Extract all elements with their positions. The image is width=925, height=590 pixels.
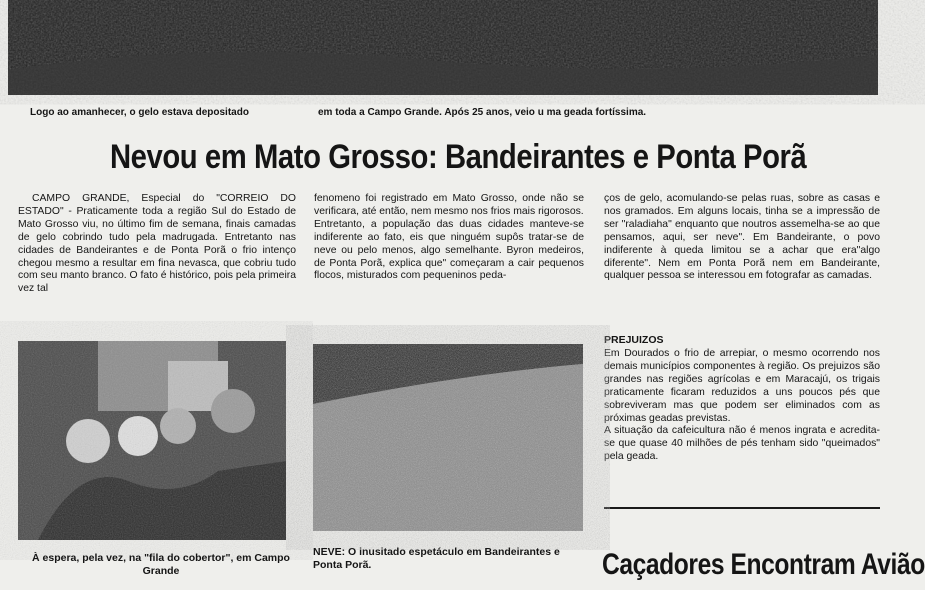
article-column-3b: Em Dourados o frio de arrepiar, o mesmo ocorrendo nos demais municípios componentes à região. Os prejuizos são grandes nas regiões agrícolas e em Maracajú, os trigais praticamente ficaram reduzidos a uns poucos pés que sobreviveram mas que podem ser eliminados com as próximas geadas previstas. A situação da cafeicultura não é menos ingrata e acredita-se que quase 40 milhões de pés tenham sido "queimados" pela geada.: [604, 348, 880, 463]
article-headline: Nevou em Mato Grosso: Bandeirantes e Ponta Porã: [110, 138, 807, 176]
photo-cobertor-caption: À espera, pela vez, na "fila do cobertor", em Campo Grande: [32, 552, 290, 577]
photo-cobertor-queue: [18, 341, 286, 540]
top-photo: [8, 0, 878, 95]
top-photo-caption-right: em toda a Campo Grande. Após 25 anos, veio u ma geada fortíssima.: [318, 107, 647, 118]
article-column-2: fenomeno foi registrado em Mato Grosso, onde não se verificara, até então, nem mesmo nos frios mais rigorosos. Entretanto, a população das duas cidades manteve-se indiferente ao fato, eis que ninguém supôs tratar-se de neve ou pelo menos, algo semelhante. Byron medeiros, de Ponta Porã, explica que" começaram a cair pequenos flocos, misturados com pequeninos peda-: [314, 193, 584, 282]
top-photo-caption-left: Logo ao amanhecer, o gelo estava depositado: [30, 107, 249, 118]
photo-snow-field: [313, 344, 583, 531]
bottom-headline: Caçadores Encontram Avião: [602, 548, 925, 581]
article-column-3: ços de gelo, acomulando-se pelas ruas, sobre as casas e nos gramados. Em alguns locais, tinha se a impressão de ser "raladiaha" enquanto que noutros assemelha-se ao que pensamos, aqui, ser neve". Em Bandeirante, o povo indiferente à queda limitou se a achar que era"algo diferente". Nem em Ponta Porã nem em Bandeirante, qualquer pessoa se interessou em fotografar as camadas.: [604, 193, 880, 282]
section-subhead: PREJUIZOS: [604, 334, 664, 346]
column-divider: [604, 507, 880, 509]
article-column-1: CAMPO GRANDE, Especial do "CORREIO DO ESTADO" - Praticamente toda a região Sul do Estado de Mato Grosso viu, no último fim de semana, finais camadas de gelo cobrindo tudo pela madrugada. Entretanto nas cidades de Bandeirantes e de Ponta Porã o frio intenço chegou mesmo a resultar em fina nevasca, que cobriu tudo com seu manto branco. O fato é histórico, pois pela primeira vez tal: [18, 193, 296, 295]
photo-snow-caption: NEVE: O inusitado espetáculo em Bandeirantes e Ponta Porã.: [313, 546, 560, 571]
